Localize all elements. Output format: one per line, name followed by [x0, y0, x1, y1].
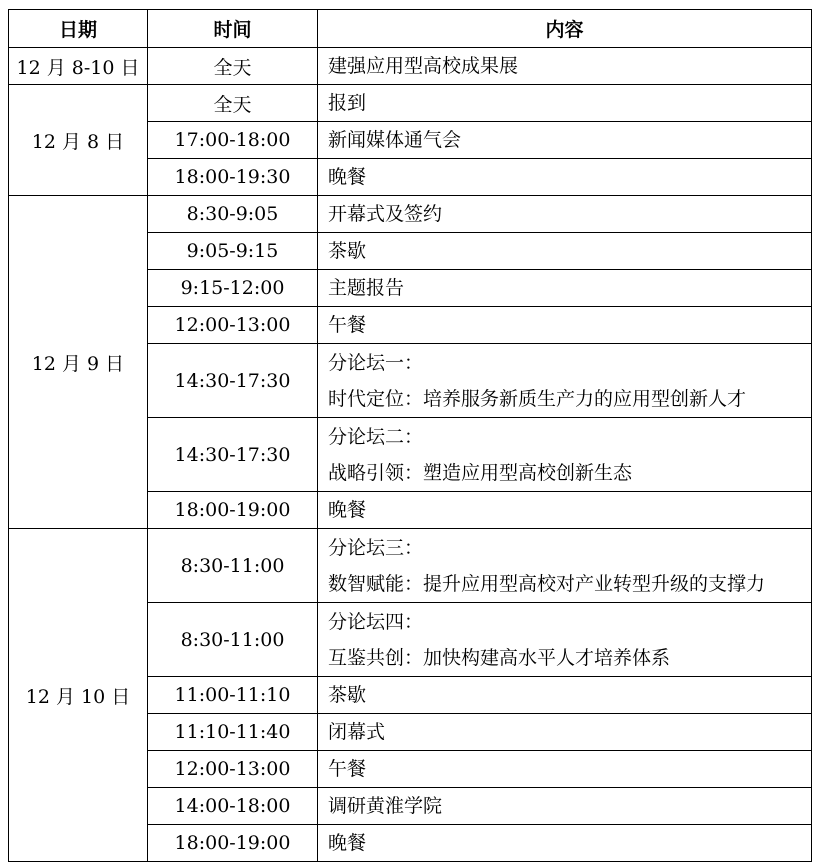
- time-cell: 8:30-11:00: [148, 603, 318, 677]
- content-line: 分论坛三：: [328, 536, 424, 559]
- content-line: 时代定位：培养服务新质生产力的应用型创新人才: [328, 387, 747, 410]
- content-cell: [318, 196, 812, 233]
- header-time: 时间: [148, 10, 318, 48]
- time-cell: 11:00-11:10: [148, 677, 318, 714]
- content-cell: [318, 603, 812, 677]
- content-cell: [318, 233, 812, 270]
- content-line: 午餐: [328, 758, 367, 780]
- content-line: 晚餐: [328, 499, 367, 521]
- content-line: 报到: [328, 92, 367, 114]
- time-cell: 14:00-18:00: [148, 788, 318, 825]
- content-line: 开幕式及签约: [328, 203, 443, 225]
- time-cell: 8:30-11:00: [148, 529, 318, 603]
- content-cell: [318, 270, 812, 307]
- time-cell: 8:30-9:05: [148, 196, 318, 233]
- date-cell: 12 月 8 日: [9, 85, 148, 196]
- content-line: 茶歇: [328, 684, 367, 706]
- content-cell: [318, 85, 812, 122]
- time-cell: 14:30-17:30: [148, 418, 318, 492]
- content-line: 数智赋能：提升应用型高校对产业转型升级的支撑力: [328, 572, 766, 595]
- content-cell: [318, 307, 812, 344]
- content-line: 午餐: [328, 314, 367, 336]
- content-line: 茶歇: [328, 240, 367, 262]
- content-line: 分论坛二：: [328, 425, 424, 448]
- time-cell: 18:00-19:00: [148, 492, 318, 529]
- time-cell: 18:00-19:30: [148, 159, 318, 196]
- time-cell: 全天: [148, 48, 318, 85]
- content-cell: [318, 714, 812, 751]
- date-cell: 12 月 9 日: [9, 196, 148, 529]
- time-cell: 17:00-18:00: [148, 122, 318, 159]
- content-cell: [318, 48, 812, 85]
- content-line: 建强应用型高校成果展: [328, 55, 519, 77]
- time-cell: 18:00-19:00: [148, 825, 318, 862]
- time-cell: 12:00-13:00: [148, 751, 318, 788]
- table-row: [9, 196, 812, 233]
- content-line: 分论坛四：: [328, 610, 424, 633]
- content-line: 战略引领：塑造应用型高校创新生态: [328, 461, 633, 484]
- table-row: [9, 529, 812, 603]
- content-cell: [318, 825, 812, 862]
- header-row: [9, 10, 812, 48]
- header-content: 内容: [318, 10, 812, 48]
- content-line: 晚餐: [328, 166, 367, 188]
- content-cell: [318, 159, 812, 196]
- date-cell: 12 月 8-10 日: [9, 48, 148, 85]
- content-line: 新闻媒体通气会: [328, 129, 462, 151]
- content-cell: [318, 122, 812, 159]
- header-date: 日期: [9, 10, 148, 48]
- content-line: 晚餐: [328, 832, 367, 854]
- table-row: [9, 85, 812, 122]
- time-cell: 9:15-12:00: [148, 270, 318, 307]
- time-cell: 9:05-9:15: [148, 233, 318, 270]
- content-cell: [318, 529, 812, 603]
- content-cell: [318, 677, 812, 714]
- content-line: 主题报告: [328, 277, 405, 299]
- time-cell: 14:30-17:30: [148, 344, 318, 418]
- time-cell: 11:10-11:40: [148, 714, 318, 751]
- content-line: 互鉴共创：加快构建高水平人才培养体系: [328, 646, 671, 669]
- content-cell: [318, 751, 812, 788]
- table-row: [9, 48, 812, 85]
- content-cell: [318, 418, 812, 492]
- content-cell: [318, 788, 812, 825]
- content-cell: [318, 344, 812, 418]
- time-cell: 12:00-13:00: [148, 307, 318, 344]
- date-cell: 12 月 10 日: [9, 529, 148, 862]
- content-cell: [318, 492, 812, 529]
- content-line: 调研黄淮学院: [328, 795, 443, 817]
- schedule-table: [8, 9, 812, 862]
- content-line: 闭幕式: [328, 721, 386, 743]
- content-line: 分论坛一：: [328, 351, 424, 374]
- time-cell: 全天: [148, 85, 318, 122]
